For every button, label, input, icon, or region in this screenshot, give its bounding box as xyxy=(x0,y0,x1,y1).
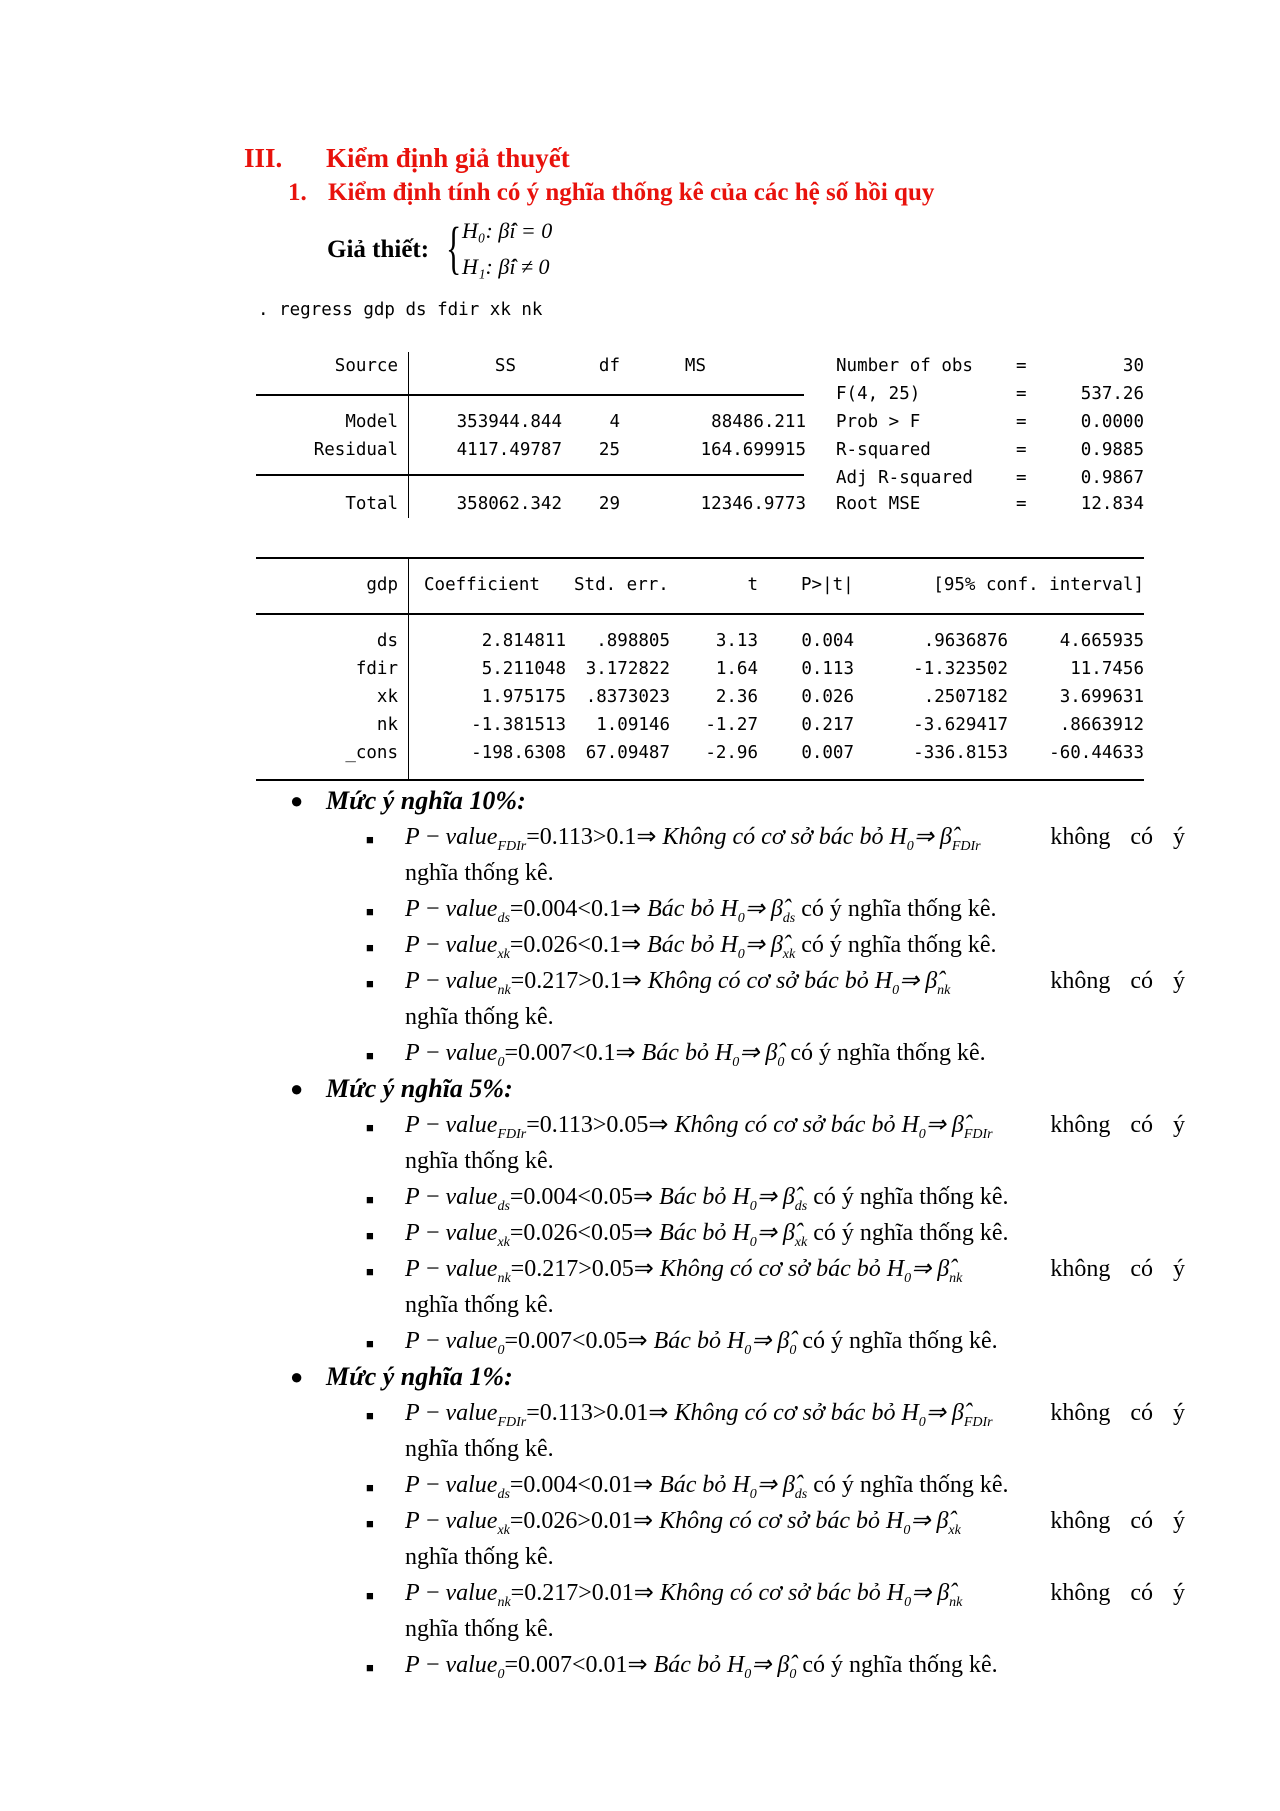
beta-subscript: 0 xyxy=(789,1342,797,1358)
decision-text: Bác bỏ xyxy=(647,896,715,922)
conclusion-continuation: nghĩa thống kê. xyxy=(405,1292,554,1318)
decision-text: Không có cơ sở bác bỏ xyxy=(659,1580,881,1606)
p-value-condition: =0.217>0.05⇒ xyxy=(510,1256,660,1282)
conclusion-text: có ý nghĩa thống kê. xyxy=(801,896,997,922)
p-value-subscript: ds xyxy=(497,910,510,926)
beta-subscript: FDIr xyxy=(951,838,981,854)
conclusion-text: có ý nghĩa thống kê. xyxy=(802,1652,998,1678)
coefficient-table xyxy=(256,557,1144,783)
p-value-label: P − value xyxy=(405,1328,498,1354)
header-stderr: Std. err. xyxy=(574,575,669,595)
test-result-line xyxy=(405,1323,1185,1369)
stat-label: F(4, 25) xyxy=(836,384,921,404)
p-value-label: P − value xyxy=(405,1580,498,1606)
row-source: Total xyxy=(345,494,398,514)
stat-row xyxy=(256,468,1144,496)
row-ms: 12346.9773 xyxy=(700,494,806,514)
p-value-condition: =0.217>0.01⇒ xyxy=(510,1580,660,1606)
square-bullet-icon: ■ xyxy=(366,1480,374,1495)
stata-command: . regress gdp ds fdir xk nk xyxy=(258,300,543,320)
p-value-label: P − value xyxy=(405,968,498,994)
header-t: t xyxy=(747,575,758,595)
bullet-icon: ● xyxy=(290,788,304,813)
row-p: 0.007 xyxy=(801,743,854,763)
conclusion-text: có ý nghĩa thống kê. xyxy=(813,1184,1009,1210)
h0-symbol: $H_0\Rightarrow$ β̂ xyxy=(714,896,783,926)
conclusion-text: không có ý xyxy=(1050,1400,1185,1426)
stat-row xyxy=(256,412,1144,440)
p-value-condition: =0.026>0.01⇒ xyxy=(509,1508,660,1534)
p-value-label: P − value xyxy=(405,824,498,850)
p-value-condition: =0.007<0.05⇒ xyxy=(504,1328,654,1354)
row-stderr: 67.09487 xyxy=(585,743,670,763)
stat-label: Adj R-squared xyxy=(836,468,973,488)
p-value-label: P − value xyxy=(405,1040,498,1066)
decision-text: Không có cơ sở bác bỏ xyxy=(674,1112,896,1138)
square-bullet-icon: ■ xyxy=(366,1264,374,1279)
section-title: Kiểm định giả thuyết xyxy=(326,143,570,173)
h0-symbol: $H_0\Rightarrow$ β̂ xyxy=(879,1508,949,1538)
p-value-subscript: 0 xyxy=(497,1054,505,1070)
p-value-label: P − value xyxy=(405,1472,498,1498)
h0-symbol: $H_0\Rightarrow$ β̂ xyxy=(708,1040,778,1070)
square-bullet-icon: ■ xyxy=(366,1048,374,1063)
square-bullet-icon: ■ xyxy=(366,940,374,955)
decision-text: Bác bỏ xyxy=(659,1220,727,1246)
row-ci-low: .9636876 xyxy=(923,631,1008,651)
p-value-subscript: FDIr xyxy=(497,838,527,854)
p-value-subscript: 0 xyxy=(497,1342,505,1358)
p-value-label: P − value xyxy=(405,1508,498,1534)
subsection-heading xyxy=(288,179,934,207)
decision-text: Bác bỏ xyxy=(647,932,715,958)
h0-symbol: $H_0\Rightarrow$ β̂ xyxy=(895,1400,964,1430)
row-coefficient: 2.814811 xyxy=(481,631,566,651)
p-value-label: P − value xyxy=(405,1652,498,1678)
row-ss: 358062.342 xyxy=(456,494,562,514)
significance-level-title: Mức ý nghĩa 10%: xyxy=(326,786,526,815)
p-value-label: P − value xyxy=(405,1220,498,1246)
h0-symbol: $H_0\Rightarrow$ β̂ xyxy=(895,1112,964,1142)
row-variable: nk xyxy=(376,715,398,735)
stat-eq: = xyxy=(1016,356,1027,376)
header-coefficient: Coefficient xyxy=(424,575,540,595)
square-bullet-icon: ■ xyxy=(366,1660,374,1675)
p-value-condition: =0.113>0.05⇒ xyxy=(526,1112,675,1138)
stat-row xyxy=(256,356,1144,384)
stat-value: 0.9885 xyxy=(1080,440,1144,460)
conclusion-text: có ý nghĩa thống kê. xyxy=(801,932,997,958)
h0-symbol: $H_0\Rightarrow$ β̂ xyxy=(880,1256,950,1286)
beta-subscript: xk xyxy=(794,1234,808,1250)
conclusion-continuation: nghĩa thống kê. xyxy=(405,1148,554,1174)
beta-subscript: nk xyxy=(949,1270,963,1286)
p-value-label: P − value xyxy=(405,932,498,958)
row-source: Residual xyxy=(313,440,398,460)
square-bullet-icon: ■ xyxy=(366,1588,374,1603)
square-bullet-icon: ■ xyxy=(366,904,374,919)
row-ci-low: .2507182 xyxy=(923,687,1008,707)
h0-symbol: $H_0\Rightarrow$ β̂ xyxy=(883,824,952,854)
conclusion-text: có ý nghĩa thống kê. xyxy=(813,1472,1009,1498)
square-bullet-icon: ■ xyxy=(366,1228,374,1243)
beta-subscript: nk xyxy=(937,982,951,998)
table-row xyxy=(256,659,1144,687)
decision-text: Không có cơ sở bác bỏ xyxy=(647,968,869,994)
p-value-label: P − value xyxy=(405,896,498,922)
stat-row xyxy=(256,494,1144,522)
square-bullet-icon: ■ xyxy=(366,1336,374,1351)
p-value-condition: =0.217>0.1⇒ xyxy=(510,968,648,994)
conclusion-continuation: nghĩa thống kê. xyxy=(405,1004,554,1030)
row-stderr: 1.09146 xyxy=(596,715,670,735)
row-ci-high: 11.7456 xyxy=(1070,659,1144,679)
p-value-subscript: xk xyxy=(497,946,510,962)
p-value-condition: =0.004<0.01⇒ xyxy=(509,1472,660,1498)
p-value-subscript: xk xyxy=(497,1522,510,1538)
beta-subscript: nk xyxy=(949,1594,963,1610)
hypothesis-label: Giả thiết: xyxy=(327,236,430,263)
beta-subscript: ds xyxy=(794,1486,808,1502)
h0-symbol: $H_0\Rightarrow$ β̂ xyxy=(726,1220,795,1250)
header-ss: SS xyxy=(494,356,516,376)
conclusion-continuation: nghĩa thống kê. xyxy=(405,1616,554,1642)
table-header-row xyxy=(256,575,1144,603)
beta-subscript: ds xyxy=(794,1198,808,1214)
row-ms: 88486.211 xyxy=(711,412,806,432)
beta-subscript: ds xyxy=(782,910,796,926)
h0-symbol: $H_0\Rightarrow$ β̂ xyxy=(714,932,783,962)
table-row xyxy=(256,687,1144,715)
p-value-subscript: FDIr xyxy=(497,1414,527,1430)
subsection-number: 1. xyxy=(288,179,307,206)
square-bullet-icon: ■ xyxy=(366,1516,374,1531)
stat-row xyxy=(256,440,1144,468)
conclusion-text: không có ý xyxy=(1050,1580,1185,1606)
row-variable: ds xyxy=(376,631,398,651)
table-row xyxy=(256,743,1144,771)
conclusion-text: không có ý xyxy=(1050,968,1185,994)
row-ms: 164.699915 xyxy=(700,440,806,460)
hypothesis-h1: H₁: β̂i ≠ 0 xyxy=(462,254,550,279)
row-t: 3.13 xyxy=(715,631,758,651)
test-result-line xyxy=(405,1035,1185,1081)
section-heading xyxy=(244,143,570,174)
significance-level-title: Mức ý nghĩa 1%: xyxy=(326,1362,513,1391)
h0-symbol: $H_0\Rightarrow$ β̂ xyxy=(720,1652,790,1682)
stat-label: Root MSE xyxy=(836,494,921,514)
p-value-condition: =0.026<0.05⇒ xyxy=(509,1220,660,1246)
row-variable: xk xyxy=(376,687,398,707)
decision-text: Không có cơ sở bác bỏ xyxy=(662,824,884,850)
conclusion-text: có ý nghĩa thống kê. xyxy=(802,1328,998,1354)
table-row xyxy=(256,715,1144,743)
bullet-icon: ● xyxy=(290,1364,304,1389)
table-rule xyxy=(256,613,1144,615)
bullet-icon: ● xyxy=(290,1076,304,1101)
row-ci-high: -60.44633 xyxy=(1049,743,1144,763)
row-coefficient: -198.6308 xyxy=(471,743,566,763)
row-stderr: .898805 xyxy=(596,631,670,651)
beta-subscript: FDIr xyxy=(963,1414,993,1430)
p-value-condition: =0.113>0.01⇒ xyxy=(526,1400,675,1426)
h0-symbol: $H_0\Rightarrow$ β̂ xyxy=(868,968,938,998)
row-variable: _cons xyxy=(345,743,398,763)
p-value-subscript: nk xyxy=(497,1594,511,1610)
stat-value: 537.26 xyxy=(1080,384,1144,404)
header-ms: MS xyxy=(684,356,706,376)
decision-text: Bác bỏ xyxy=(659,1184,727,1210)
significance-level-title: Mức ý nghĩa 5%: xyxy=(326,1074,513,1103)
table-row xyxy=(256,631,1144,659)
h0-symbol: $H_0\Rightarrow$ β̂ xyxy=(726,1184,795,1214)
beta-subscript: 0 xyxy=(777,1054,785,1070)
row-t: 2.36 xyxy=(715,687,758,707)
header-p: P>|t| xyxy=(801,575,854,595)
square-bullet-icon: ■ xyxy=(366,1408,374,1423)
row-p: 0.217 xyxy=(801,715,854,735)
square-bullet-icon: ■ xyxy=(366,976,374,991)
p-value-label: P − value xyxy=(405,1112,498,1138)
conclusion-text: không có ý xyxy=(1050,824,1185,850)
stat-value: 0.0000 xyxy=(1080,412,1144,432)
stat-row xyxy=(256,384,1144,412)
p-value-subscript: FDIr xyxy=(497,1126,527,1142)
row-coefficient: -1.381513 xyxy=(471,715,566,735)
conclusion-text: không có ý xyxy=(1050,1508,1185,1534)
row-p: 0.026 xyxy=(801,687,854,707)
row-df: 4 xyxy=(609,412,620,432)
row-df: 25 xyxy=(598,440,620,460)
row-ci-high: 3.699631 xyxy=(1059,687,1144,707)
decision-text: Không có cơ sở bác bỏ xyxy=(674,1400,896,1426)
p-value-label: P − value xyxy=(405,1400,498,1426)
p-value-subscript: xk xyxy=(497,1234,510,1250)
row-stderr: .8373023 xyxy=(585,687,670,707)
p-value-subscript: nk xyxy=(497,1270,511,1286)
p-value-condition: =0.026<0.1⇒ xyxy=(509,932,648,958)
anova-table xyxy=(256,352,1144,522)
header-df: df xyxy=(598,356,620,376)
conclusion-continuation: nghĩa thống kê. xyxy=(405,860,554,886)
conclusion-continuation: nghĩa thống kê. xyxy=(405,1544,554,1570)
row-p: 0.004 xyxy=(801,631,854,651)
h0-symbol: $H_0\Rightarrow$ β̂ xyxy=(880,1580,950,1610)
row-coefficient: 1.975175 xyxy=(481,687,566,707)
beta-subscript: xk xyxy=(948,1522,961,1538)
row-ci-high: 4.665935 xyxy=(1059,631,1144,651)
stat-eq: = xyxy=(1016,384,1027,404)
square-bullet-icon: ■ xyxy=(366,1192,374,1207)
stat-label: Number of obs xyxy=(836,356,973,376)
conclusion-text: không có ý xyxy=(1050,1112,1185,1138)
header-ci: [95% conf. interval] xyxy=(933,575,1144,595)
stat-value: 30 xyxy=(1122,356,1144,376)
subsection-title: Kiểm định tính có ý nghĩa thống kê của các hệ số hồi quy xyxy=(328,179,935,206)
conclusion-text: không có ý xyxy=(1050,1256,1185,1282)
stat-label: R-squared xyxy=(836,440,931,460)
p-value-subscript: 0 xyxy=(497,1666,505,1682)
row-t: 1.64 xyxy=(715,659,758,679)
header-var: gdp xyxy=(366,575,398,595)
beta-subscript: FDIr xyxy=(963,1126,993,1142)
beta-subscript: xk xyxy=(782,946,796,962)
p-value-subscript: ds xyxy=(497,1198,510,1214)
conclusion-continuation: nghĩa thống kê. xyxy=(405,1436,554,1462)
header-source: Source xyxy=(334,356,398,376)
row-ci-low: -336.8153 xyxy=(913,743,1008,763)
row-stderr: 3.172822 xyxy=(585,659,670,679)
brace-icon: { xyxy=(446,215,462,280)
stat-label: Prob > F xyxy=(836,412,921,432)
decision-text: Bác bỏ xyxy=(641,1040,709,1066)
conclusion-text: có ý nghĩa thống kê. xyxy=(790,1040,986,1066)
section-number: III. xyxy=(244,143,283,173)
stat-eq: = xyxy=(1016,440,1027,460)
row-variable: fdir xyxy=(355,659,398,679)
row-ci-low: -1.323502 xyxy=(913,659,1008,679)
p-value-condition: =0.004<0.05⇒ xyxy=(509,1184,660,1210)
decision-text: Bác bỏ xyxy=(653,1328,721,1354)
row-ci-high: .8663912 xyxy=(1059,715,1144,735)
conclusion-text: có ý nghĩa thống kê. xyxy=(813,1220,1009,1246)
row-ss: 4117.49787 xyxy=(456,440,562,460)
row-t: -1.27 xyxy=(705,715,758,735)
decision-text: Bác bỏ xyxy=(653,1652,721,1678)
p-value-condition: =0.007<0.1⇒ xyxy=(504,1040,642,1066)
p-value-label: P − value xyxy=(405,1184,498,1210)
stat-value: 12.834 xyxy=(1080,494,1144,514)
h0-symbol: $H_0\Rightarrow$ β̂ xyxy=(726,1472,795,1502)
stat-value: 0.9867 xyxy=(1080,468,1144,488)
test-result-line xyxy=(405,1647,1185,1693)
p-value-condition: =0.113>0.1⇒ xyxy=(526,824,663,850)
row-t: -2.96 xyxy=(705,743,758,763)
row-p: 0.113 xyxy=(801,659,854,679)
stat-eq: = xyxy=(1016,412,1027,432)
row-df: 29 xyxy=(598,494,620,514)
h0-symbol: $H_0\Rightarrow$ β̂ xyxy=(720,1328,790,1358)
p-value-label: P − value xyxy=(405,1256,498,1282)
p-value-condition: =0.007<0.01⇒ xyxy=(504,1652,654,1678)
row-coefficient: 5.211048 xyxy=(481,659,566,679)
square-bullet-icon: ■ xyxy=(366,832,374,847)
p-value-condition: =0.004<0.1⇒ xyxy=(509,896,648,922)
beta-subscript: 0 xyxy=(789,1666,797,1682)
hypothesis-h0: H₀: β̂i = 0 xyxy=(462,218,553,243)
square-bullet-icon: ■ xyxy=(366,1120,374,1135)
decision-text: Không có cơ sở bác bỏ xyxy=(659,1508,880,1534)
table-rule xyxy=(256,557,1144,559)
row-ci-low: -3.629417 xyxy=(913,715,1008,735)
decision-text: Bác bỏ xyxy=(659,1472,727,1498)
row-ss: 353944.844 xyxy=(456,412,562,432)
stat-eq: = xyxy=(1016,494,1027,514)
row-source: Model xyxy=(345,412,398,432)
p-value-subscript: nk xyxy=(497,982,511,998)
stat-eq: = xyxy=(1016,468,1027,488)
p-value-subscript: ds xyxy=(497,1486,510,1502)
table-rule xyxy=(256,779,1144,781)
decision-text: Không có cơ sở bác bỏ xyxy=(659,1256,881,1282)
